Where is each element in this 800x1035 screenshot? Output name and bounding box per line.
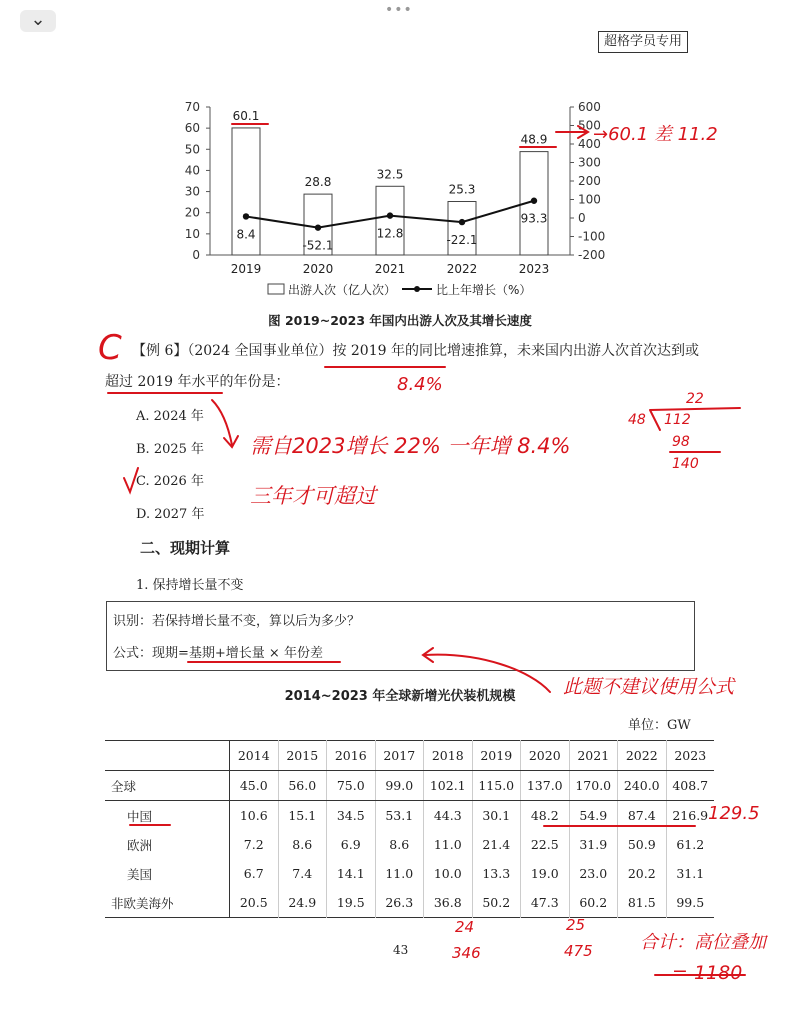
table-cell: 75.0 [327, 771, 376, 801]
table-cell: 53.1 [375, 801, 424, 831]
option-c[interactable]: C. 2026 年 [136, 474, 204, 489]
annotation-col-note: 24 [455, 918, 475, 936]
table-cell: 47.3 [521, 888, 570, 918]
table-cell: 31.1 [676, 866, 705, 881]
y-tick-label-right: 600 [578, 100, 601, 114]
annotation-calc: 22 [686, 391, 704, 407]
option-b[interactable]: B. 2025 年 [136, 442, 205, 457]
table-cell: 10.0 [424, 859, 473, 888]
table-cell: 45.0 [230, 771, 279, 801]
y-tick-label-right: -100 [578, 229, 606, 244]
growth-value-label: 8.4 [236, 227, 256, 242]
table-header-cell: 2023 [666, 741, 714, 771]
table-cell: 408.7 [666, 771, 714, 801]
table-cell: 26.3 [375, 888, 424, 918]
table-cell: 50.9 [618, 830, 667, 859]
annotation-arrow [212, 400, 238, 447]
option-d[interactable]: D. 2027 年 [136, 507, 205, 522]
table-cell: 10.6 [230, 801, 279, 831]
table-cell: 60.2 [569, 888, 618, 918]
table-cell: 54.9 [569, 801, 618, 831]
table-cell: 7.2 [230, 830, 279, 859]
table-cell: 36.8 [424, 888, 473, 918]
growth-value-label: 12.8 [376, 226, 404, 241]
annotation-col-note: 346 [452, 944, 481, 962]
y-tick-label-left: 40 [184, 163, 200, 178]
x-tick-label: 2023 [518, 262, 550, 276]
bar-value-label: 25.3 [448, 182, 476, 197]
header-stamp: 超格学员专用 [598, 31, 688, 53]
legend-bar-label: 出游人次（亿人次） [288, 283, 397, 297]
formula-body: 现期=基期+增长量 × 年份差 [152, 646, 323, 661]
table-unit: 单位：GW [628, 718, 691, 733]
table-cell: 23.0 [569, 859, 618, 888]
table-cell: 99.5 [676, 895, 705, 910]
table-header-cell: 2016 [327, 741, 376, 771]
table-cell: 102.1 [424, 771, 473, 801]
annotation-col-note: 25 [566, 916, 586, 934]
table-cell: 99.0 [375, 771, 424, 801]
annotation-note-line1: 需自2023增长 22% 一年增 8.4% [250, 434, 571, 458]
table-cell: 7.4 [278, 859, 327, 888]
y-tick-label-right: 200 [578, 174, 601, 188]
table-cell: 非欧美海外 [105, 888, 230, 918]
option-a[interactable]: A. 2024 年 [136, 409, 204, 424]
bar-value-label: 32.5 [376, 167, 404, 182]
table-cell: 24.9 [278, 888, 327, 918]
table-cell: 6.9 [327, 830, 376, 859]
question-mark: 【例 6】 [132, 343, 188, 359]
table-header-cell: 2015 [278, 741, 327, 771]
table-cell: 115.0 [472, 771, 521, 801]
table-cell: 44.3 [424, 801, 473, 831]
y-tick-label-right: 400 [578, 137, 601, 151]
annotation-col-note: 475 [564, 942, 593, 960]
bar-value-label: 28.8 [304, 175, 332, 190]
table-cell: 50.2 [472, 888, 521, 918]
table-cell: 21.4 [472, 830, 521, 859]
question-stem-a: 按 2019 年的同比增速推算，未来国内出游人次首次达到或 [332, 343, 699, 359]
annotation-formula-note: 此题不建议使用公式 [563, 676, 735, 698]
table-cell: 216.9 [672, 808, 709, 823]
y-tick-label-right: 500 [578, 118, 601, 133]
y-tick-label-left: 30 [184, 184, 200, 199]
table-cell: 56.0 [278, 771, 327, 801]
table-cell: 欧洲 [105, 830, 230, 859]
table-cell: 19.0 [521, 859, 570, 888]
annotation-chart-note: →60.1 差 11.2 [593, 124, 718, 145]
subsection-title: 1. 保持增长量不变 [136, 578, 244, 593]
annotation-calc: 112 [664, 412, 691, 428]
annotation-arrow [556, 126, 588, 138]
y-tick-label-left: 10 [184, 226, 200, 241]
x-tick-label: 2021 [374, 262, 406, 276]
table-header-cell: 2021 [569, 741, 618, 771]
table-cell: 30.1 [472, 801, 521, 831]
more-menu-icon[interactable]: ••• [385, 2, 413, 18]
table-cell: 13.3 [472, 859, 521, 888]
table-cell: 11.0 [424, 830, 473, 859]
table-cell: 170.0 [569, 771, 618, 801]
table-cell: 81.5 [618, 888, 667, 918]
annotation-calc: 48 [628, 412, 646, 428]
table-header-cell: 2020 [521, 741, 570, 771]
legend-line-label: 比上年增长（%） [436, 283, 532, 297]
table-header-cell: 2014 [230, 741, 279, 771]
table-cell: 15.1 [278, 801, 327, 831]
annotation-rate: 8.4% [397, 374, 443, 395]
bar-value-label: 60.1 [232, 108, 260, 123]
y-tick-label-left: 60 [184, 121, 200, 136]
annotation-answer-c: C [98, 328, 122, 368]
y-tick-label-right: 300 [578, 155, 601, 170]
table-cell: 137.0 [521, 771, 570, 801]
x-tick-label: 2020 [302, 262, 334, 276]
annotation-total-value: = 1180 [672, 962, 743, 984]
annotation-side-total: 129.5 [708, 803, 760, 824]
page-number: 43 [393, 943, 409, 957]
annotation-calc: 140 [672, 456, 699, 472]
table-cell: 34.5 [327, 801, 376, 831]
table-cell: 22.5 [521, 830, 570, 859]
table-cell: 11.0 [375, 859, 424, 888]
growth-value-label: 93.3 [520, 211, 548, 226]
formula-identify: 识别：若保持增长量不变，算以后为多少？ [113, 614, 361, 629]
table-cell: 87.4 [618, 801, 667, 831]
table-cell: 48.2 [521, 801, 570, 831]
table-cell: 14.1 [327, 859, 376, 888]
table-cell: 8.6 [278, 830, 327, 859]
chart-caption: 图 2019~2023 年国内出游人次及其增长速度 [268, 313, 532, 328]
table-cell: 61.2 [676, 837, 705, 852]
y-tick-label-left: 20 [184, 205, 200, 220]
y-tick-label-right: 100 [578, 192, 601, 207]
y-tick-label-right: 0 [578, 211, 586, 225]
table-cell: 31.9 [569, 830, 618, 859]
table-header-cell: 2017 [375, 741, 424, 771]
x-tick-label: 2019 [230, 262, 262, 276]
question-source: （2024 全国事业单位） [187, 343, 333, 359]
growth-value-label: -22.1 [446, 233, 478, 248]
table-cell: 8.6 [375, 830, 424, 859]
formula-prefix: 公式： [113, 646, 153, 661]
x-tick-label: 2022 [446, 262, 478, 276]
growth-value-label: -52.1 [302, 238, 334, 253]
table-cell: 19.5 [327, 888, 376, 918]
table-cell: 240.0 [618, 771, 667, 801]
annotation-arrow [423, 648, 550, 692]
y-tick-label-left: 50 [184, 142, 200, 157]
y-tick-label-left: 0 [192, 248, 200, 262]
annotation-calc: 98 [672, 434, 690, 450]
table-cell: 20.2 [618, 859, 667, 888]
table-header-cell: 2022 [618, 741, 667, 771]
table-header-cell: 2018 [424, 741, 473, 771]
bar-value-label: 48.9 [520, 132, 548, 147]
annotation-total-note: 合计：高位叠加 [640, 932, 766, 953]
table-cell: 全球 [105, 771, 230, 801]
table-cell: 20.5 [230, 888, 279, 918]
question-stem-b: 超过 2019 年水平的年份是： [105, 374, 290, 390]
check-mark-icon [124, 468, 138, 492]
back-button[interactable]: ⌄ [20, 10, 56, 32]
table-cell: 6.7 [230, 859, 279, 888]
y-tick-label-right: -200 [578, 248, 606, 262]
table-title: 2014~2023 年全球新增光伏装机规模 [284, 689, 516, 704]
section-title: 二、现期计算 [140, 539, 231, 557]
table-cell: 美国 [105, 859, 230, 888]
y-tick-label-left: 70 [184, 100, 200, 114]
annotation-note-line2: 三年才可超过 [250, 484, 376, 508]
table-header-cell: 2019 [472, 741, 521, 771]
table-cell: 中国 [105, 801, 230, 831]
